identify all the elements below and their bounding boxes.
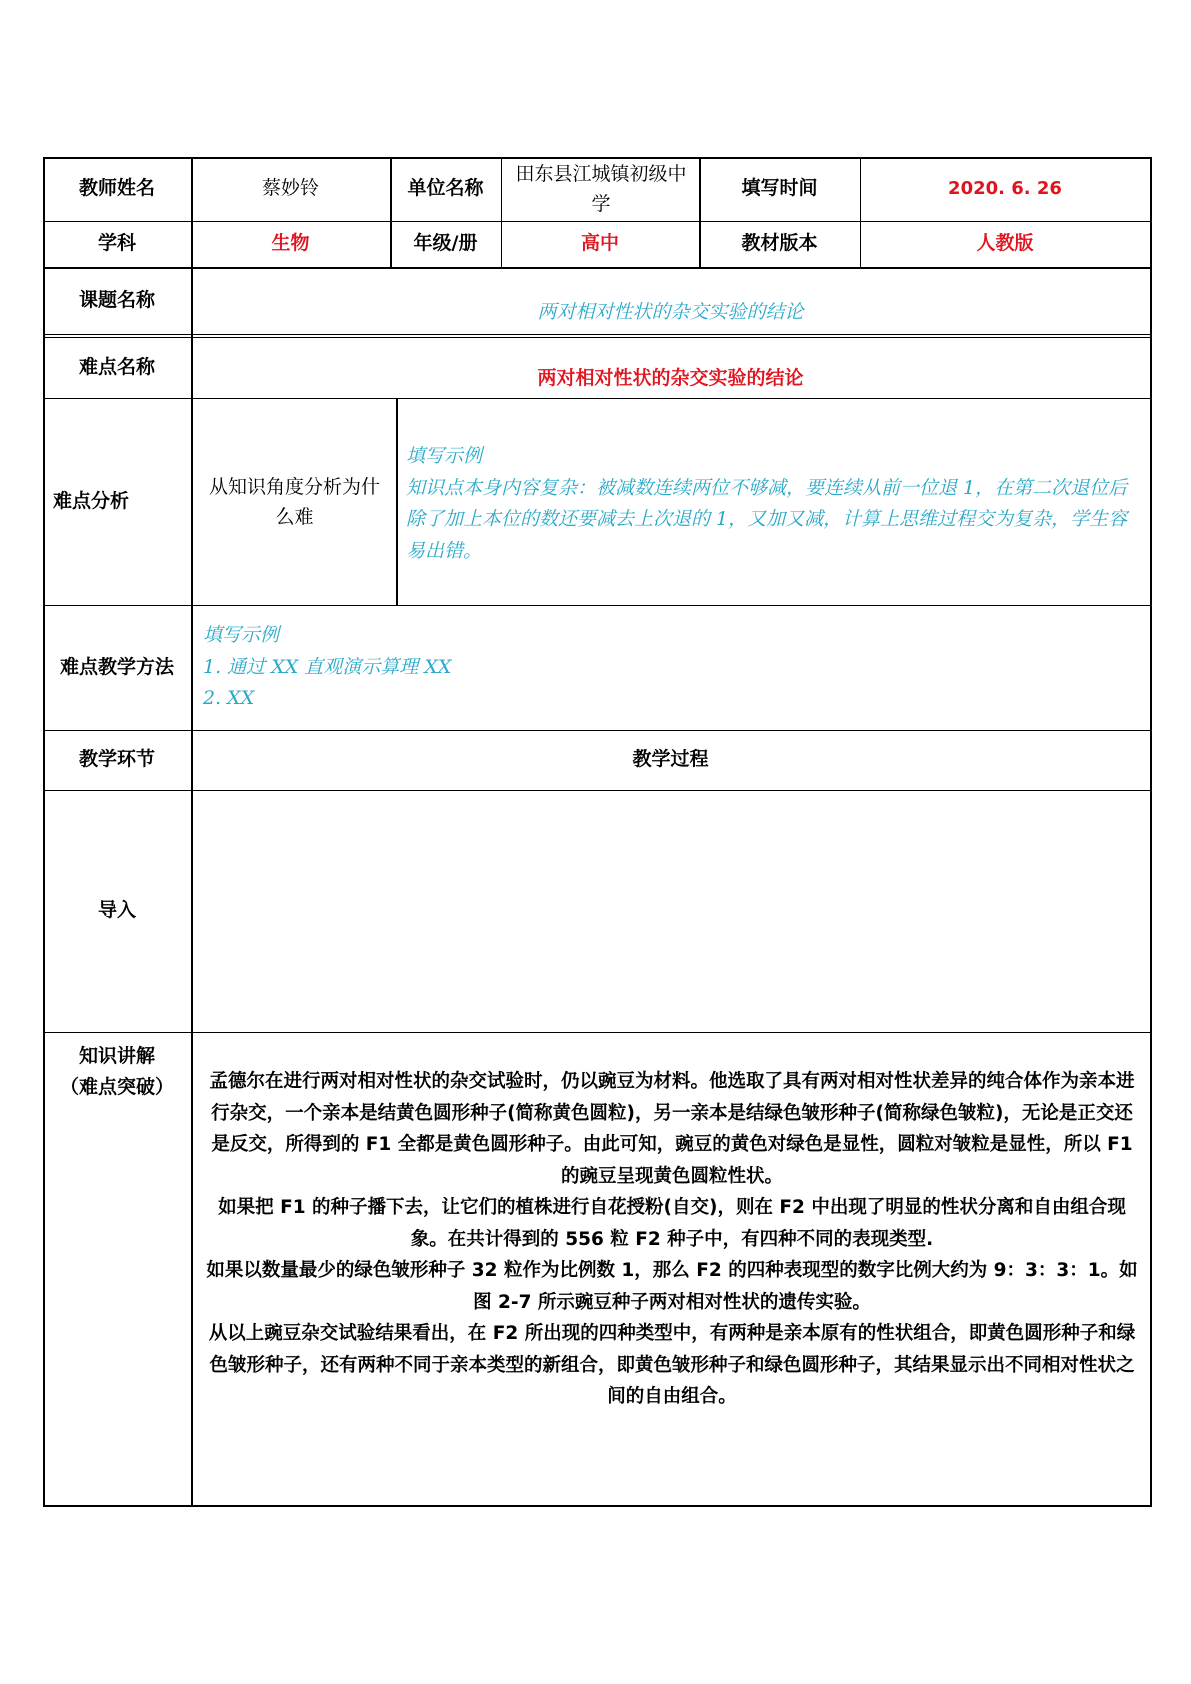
stage-label: 教学环节 [78, 748, 155, 771]
subject-value: 生物 [271, 232, 310, 255]
method-example [203, 620, 1143, 715]
grade-value: 高中 [580, 232, 619, 255]
unit-name-label: 单位名称 [407, 177, 484, 200]
lesson-plan-table [43, 157, 1152, 1507]
analysis-sublabel: 从知识角度分析为什么难 [208, 475, 380, 528]
analysis-example [406, 441, 1144, 567]
method-example-title: 填写示例 [203, 624, 280, 646]
fill-date-label: 填写时间 [741, 177, 818, 200]
topic-label: 课题名称 [78, 288, 155, 311]
table-border-bottom [43, 1505, 1152, 1507]
col-divider [396, 398, 398, 605]
analysis-label: 难点分析 [53, 489, 130, 512]
knowledge-paragraph: 孟德尔在进行两对相对性状的杂交试验时，仍以豌豆为材料。他选取了具有两对相对性状差异的纯合体作为亲本进行杂交，一个亲本是结黄色圆形种子(简称黄色圆粒)，另一亲本是结绿色皱形种子(简称绿色皱粒)，无论是正交还是反交，所得到的 F1 全都是黄色圆形种子。由此可知，豌豆的黄色对绿色是显性，圆粒对皱粒是显性，所以 F1 的豌豆呈现黄色圆粒性状。 [209, 1071, 1135, 1187]
intro-label: 导入 [97, 899, 136, 922]
row-divider [43, 605, 1152, 606]
method-item: 1. 通过 XX 直观演示算理 XX [203, 655, 452, 678]
difficulty-label: 难点名称 [78, 355, 155, 378]
row-divider [43, 267, 1152, 269]
knowledge-label-title: 知识讲解 [78, 1045, 155, 1067]
knowledge-content [198, 1066, 1146, 1413]
unit-name-value: 田东县江城镇初级中学 [515, 163, 687, 215]
method-label: 难点教学方法 [59, 655, 174, 678]
edition-value: 人教版 [976, 232, 1034, 255]
row-divider [43, 334, 1152, 335]
teacher-name-label: 教师姓名 [78, 177, 155, 200]
difficulty-value: 两对相对性状的杂交实验的结论 [537, 366, 804, 389]
row-divider [43, 1032, 1152, 1033]
analysis-example-text: 知识点本身内容复杂：被减数连续两位不够减，要连续从前一位退 1，在第二次退位后除了加上本位的数还要减去上次退的 1，又加又减，计算上思维过程交为复杂，学生容易出错。 [406, 476, 1128, 562]
knowledge-label [43, 1039, 191, 1105]
method-item: 2. XX [203, 687, 255, 709]
topic-value: 两对相对性状的杂交实验的结论 [537, 301, 804, 324]
fill-date-value: 2020. 6. 26 [948, 177, 1062, 199]
intro-content [193, 790, 1150, 1032]
knowledge-paragraph: 如果把 F1 的种子播下去，让它们的植株进行自花授粉(自交)，则在 F2 中出现了明显的性状分离和自由组合现象。在共计得到的 556 粒 F2 种子中，有四种不同的表现类型. [218, 1197, 1126, 1250]
knowledge-paragraph: 从以上豌豆杂交试验结果看出，在 F2 所出现的四种类型中，有两种是亲本原有的性状组合，即黄色圆形种子和绿色皱形种子，还有两种不同于亲本类型的新组合，即黄色皱形种子和绿色圆形种子，其结果显示出不同相对性状之间的自由组合。 [208, 1323, 1136, 1407]
process-label: 教学过程 [632, 748, 709, 771]
edition-label: 教材版本 [741, 232, 818, 255]
subject-label: 学科 [97, 232, 136, 255]
knowledge-paragraph: 如果以数量最少的绿色皱形种子 32 粒作为比例数 1，那么 F2 的四种表现型的数字比例大约为 9：3：3：1。如图 2-7 所示豌豆种子两对相对性状的遗传实验。 [206, 1260, 1138, 1313]
grade-label: 年级/册 [413, 232, 478, 255]
knowledge-label-sub: （难点突破） [59, 1076, 174, 1098]
analysis-example-title: 填写示例 [406, 445, 483, 467]
teacher-name-value: 蔡妙铃 [261, 177, 319, 200]
row-divider [43, 337, 1152, 338]
table-border-right [1150, 157, 1152, 1507]
